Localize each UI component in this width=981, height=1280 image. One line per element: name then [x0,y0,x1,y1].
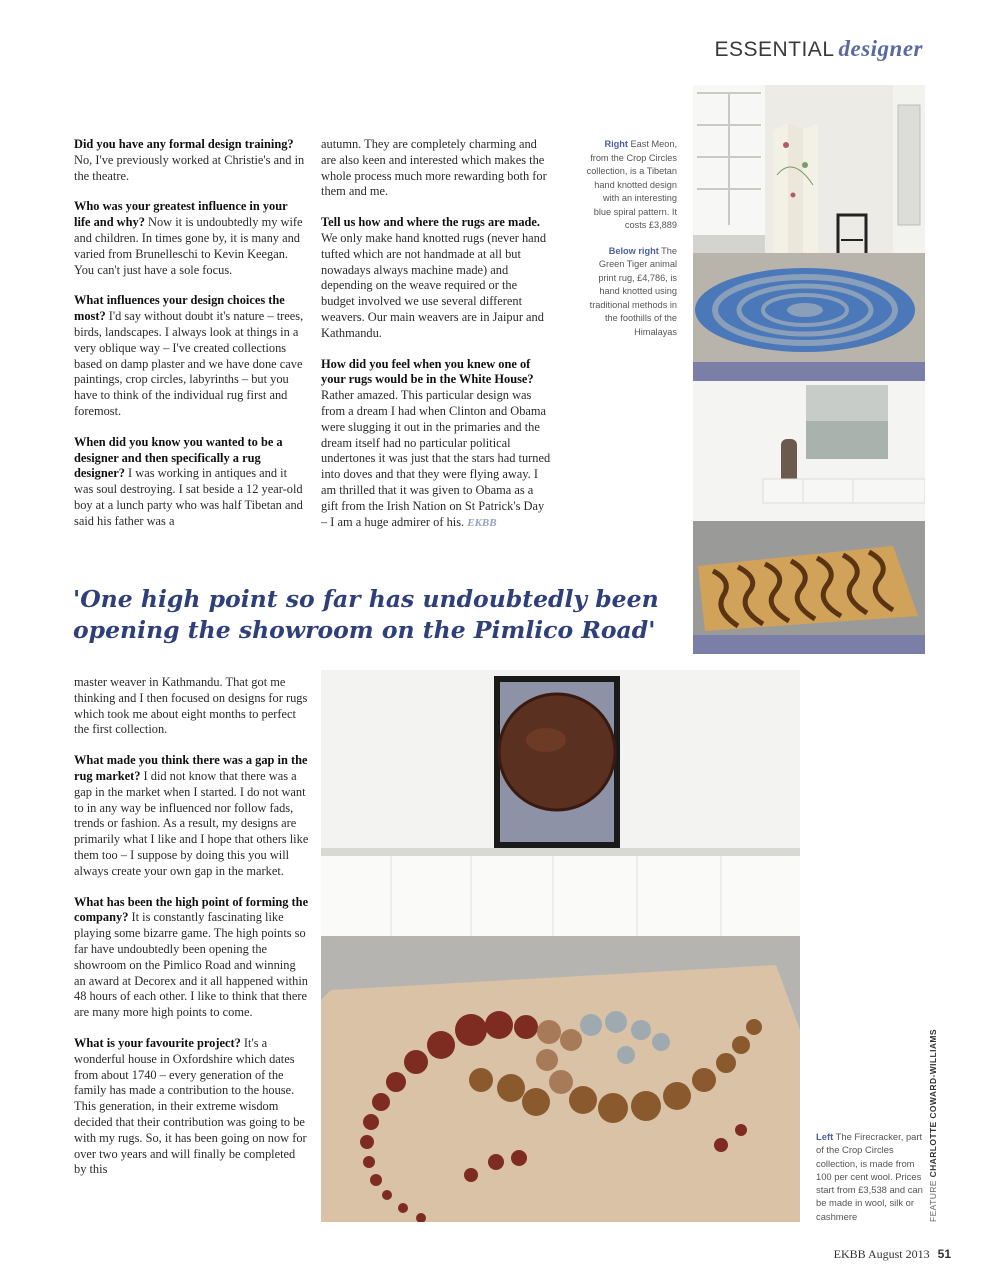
qa-paragraph [321,357,553,532]
question: Who was your greatest influence in your life and why? [74,199,288,230]
caption-text: East Meon, from the Crop Circles collection, is a Tibetan hand knotted design with an interesting blue spiral pattern. It costs £3,889 [586,139,677,230]
answer: autumn. They are completely charming and are also keen and interested which makes the whole process much more rewarding both for them and me. [321,137,547,199]
answer: I was working in antiques and it was soul destroying. I sat beside a 12 year-old boy at a lunch party who was half Tibetan and said his father was a [74,466,303,528]
caption-text: The Green Tiger animal print rug, £4,786, is hand knotted using traditional methods in the foothills of the Himalayas [589,245,677,337]
qa-paragraph [321,215,553,341]
qa-paragraph [321,137,553,200]
answer: master weaver in Kathmandu. That got me thinking and I then focused on designs for rugs which took me about eight months to perfect the first collection. [74,675,308,737]
article-column-3 [74,675,310,1193]
qa-paragraph [74,435,306,530]
section-label: ESSENTIAL [714,38,835,61]
answer: I did not know that there was a gap in the market when I started. I do not want to in any way be influenced nor follow fads, trends or fashion. As a result, my designs are primarily what I like and I hope that others like them too – I suppose by doing this you will always create your own gap in the market. [74,768,309,878]
question: What made you think there was a gap in the rug market? [74,753,308,783]
question: When did you know you wanted to be a designer and then specifically a rug designer? [74,434,283,481]
qa-paragraph [74,1036,310,1178]
photo-captions-right [585,138,677,351]
feature-credit [928,1029,938,1222]
qa-paragraph [74,199,306,278]
qa-paragraph [74,675,310,738]
section-topic: designer [838,36,923,61]
qa-paragraph [74,137,306,184]
qa-paragraph [74,895,310,1021]
article-column-2 [321,137,553,546]
question: What influences your design choices the most? [74,293,285,324]
caption-key: Right [604,139,628,149]
photo-east-meon-rug [693,85,925,362]
answer: No, I've previously worked at Christie's and in the theatre. [74,152,305,183]
pull-quote: 'One high point so far has undoubtedly been opening the showroom on the Pimlico Road' [73,585,659,644]
question: Tell us how and where the rugs are made. [321,215,541,230]
answer: Now it is undoubtedly my wife and children. In times gone by, it is many and varied from Brunelleschi to Kevin Keegan. You can't just have a sole focus. [74,215,303,277]
photo-firecracker-rug [321,670,800,1222]
qa-paragraph [74,753,310,879]
answer: Rather amazed. This particular design was from a dream I had when Clinton and Obama were slugging it out in the primaries and the dream itself had no particular political undertones it was just that the stars had turned into doves and that they were flying away. I am thrilled that it was given to Obama as a gift from the Irish Nation on St Patrick's Day – I am a huge admirer of his. [321,388,551,529]
section-header [714,36,923,62]
answer: It is constantly fascinating like playing some bizarre game. The high points so far have undoubtedly been opening the showroom on the Pimlico Road and winning an award at Decorex and it all happened within 48 hours of each other. I like to think that there are many more high points to come. [74,910,308,1020]
caption-text: The Firecracker, part of the Crop Circles collection, is made from 100 per cent wool. Prices start from £3,538 and can be made in wool, silk or cashmere [816,1131,923,1222]
issue-label: EKBB August 2013 [833,1247,930,1261]
question: How did you feel when you knew one of your rugs would be in the White House? [321,356,534,387]
caption-right [585,138,677,233]
question: What is your favourite project? [74,1035,241,1050]
photo-green-tiger-rug [693,381,925,635]
answer: We only make hand knotted rugs (never hand tufted which are not handmade at all but nowadays always machine made) and depending on the weave required or the budget involved we use several different weavers. Our main weavers are in Jaipur and Kathmandu. [321,230,547,340]
article-column-1 [74,137,306,545]
caption-below-right [585,245,677,340]
answer: I'd say without doubt it's nature – trees, birds, landscapes. I always look at things in a very oblique way – I've created collections based on damp plaster and we have done cave paintings, crop circles, labyrinths – but you have to think of the individual rug first and foremost. [74,309,304,418]
signoff-mark: EKBB [467,516,497,529]
question: Did you have any formal design training? [74,137,294,151]
page-folio [834,1247,951,1262]
credit-name: CHARLOTTE COWARD-WILLIAMS [928,1029,938,1178]
question: What has been the high point of forming the company? [74,894,309,925]
credit-label: FEATURE [928,1180,938,1222]
answer: It's a wonderful house in Oxfordshire which dates from about 1740 – every generation of the family has made a contribution to the house. This generation, in their extreme wisdom decided that their contribution was going to be with my rugs. So, it has been going on now for over two years and will finally be completed by this [74,1035,307,1177]
caption-key: Below right [608,245,659,256]
page-number: 51 [937,1247,951,1261]
qa-paragraph [74,293,306,419]
caption-left [816,1130,924,1223]
caption-key: Left [816,1131,834,1142]
